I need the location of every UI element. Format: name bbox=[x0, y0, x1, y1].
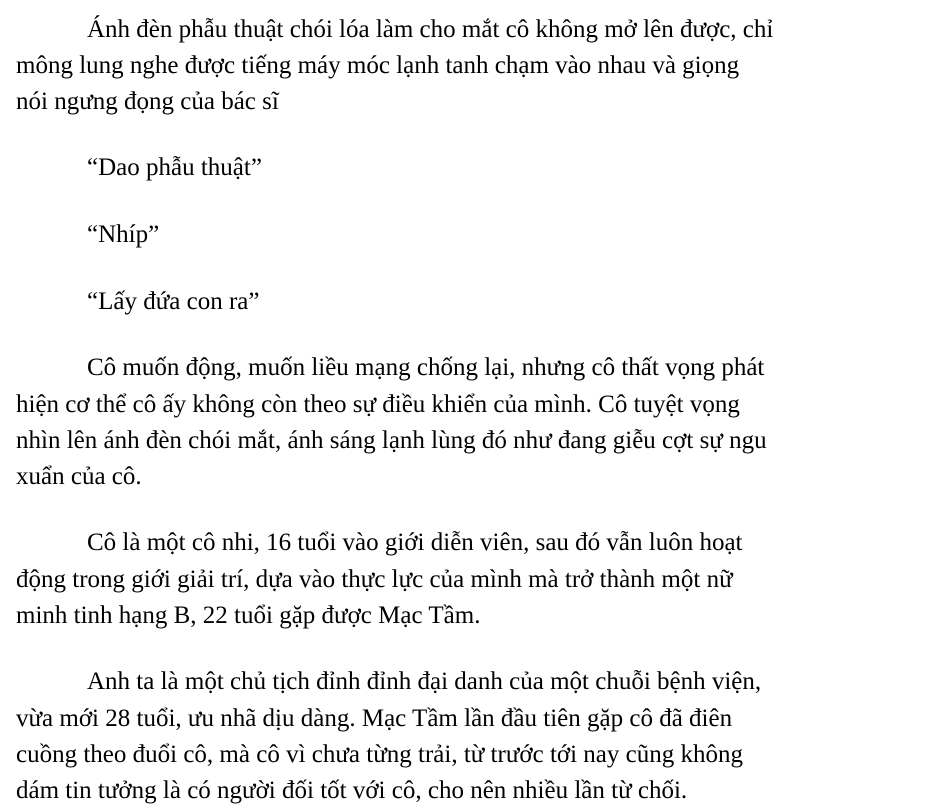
paragraph-7-line-2: vừa mới 28 tuổi, ưu nhã dịu dàng. Mạc Tầm lần đầu tiên gặp cô đã điên bbox=[16, 705, 733, 732]
paragraph-1-line-3: nói ngưng đọng của bác sĩ bbox=[16, 88, 279, 115]
paragraph-5-line-3: nhìn lên ánh đèn chói mắt, ánh sáng lạnh lùng đó như đang giễu cợt sự ngu bbox=[16, 427, 767, 454]
paragraph-5-line-2: hiện cơ thể cô ấy không còn theo sự điều khiển của mình. Cô tuyệt vọng bbox=[16, 391, 740, 418]
paragraph-7-line-3: cuồng theo đuổi cô, mà cô vì chưa từng trải, từ trước tới nay cũng không bbox=[16, 741, 744, 768]
paragraph-6-line-1: Cô là một cô nhi, 16 tuổi vào giới diễn viên, sau đó vẫn luôn hoạt bbox=[87, 529, 743, 556]
paragraph-1-line-1: Ánh đèn phẫu thuật chói lóa làm cho mắt cô không mở lên được, chỉ bbox=[87, 16, 774, 43]
paragraph-6-line-2: động trong giới giải trí, dựa vào thực lực của mình mà trở thành một nữ bbox=[16, 566, 733, 593]
paragraph-6-line-3: minh tinh hạng B, 22 tuổi gặp được Mạc Tầm. bbox=[16, 602, 481, 629]
dialogue-line-take-child: “Lấy đứa con ra” bbox=[87, 288, 260, 315]
dialogue-line-scalpel: “Dao phẫu thuật” bbox=[87, 154, 262, 181]
paragraph-7-line-4: dám tin tưởng là có người đối tốt với cô, cho nên nhiều lần từ chối. bbox=[16, 777, 688, 804]
paragraph-1-line-2: mông lung nghe được tiếng máy móc lạnh tanh chạm vào nhau và giọng bbox=[16, 52, 740, 79]
paragraph-5-line-4: xuẩn của cô. bbox=[16, 463, 142, 490]
paragraph-5-line-1: Cô muốn động, muốn liều mạng chống lại, nhưng cô thất vọng phát bbox=[87, 354, 765, 381]
dialogue-line-tweezers: “Nhíp” bbox=[87, 221, 160, 248]
paragraph-7-line-1: Anh ta là một chủ tịch đỉnh đỉnh đại danh của một chuỗi bệnh viện, bbox=[87, 668, 762, 695]
